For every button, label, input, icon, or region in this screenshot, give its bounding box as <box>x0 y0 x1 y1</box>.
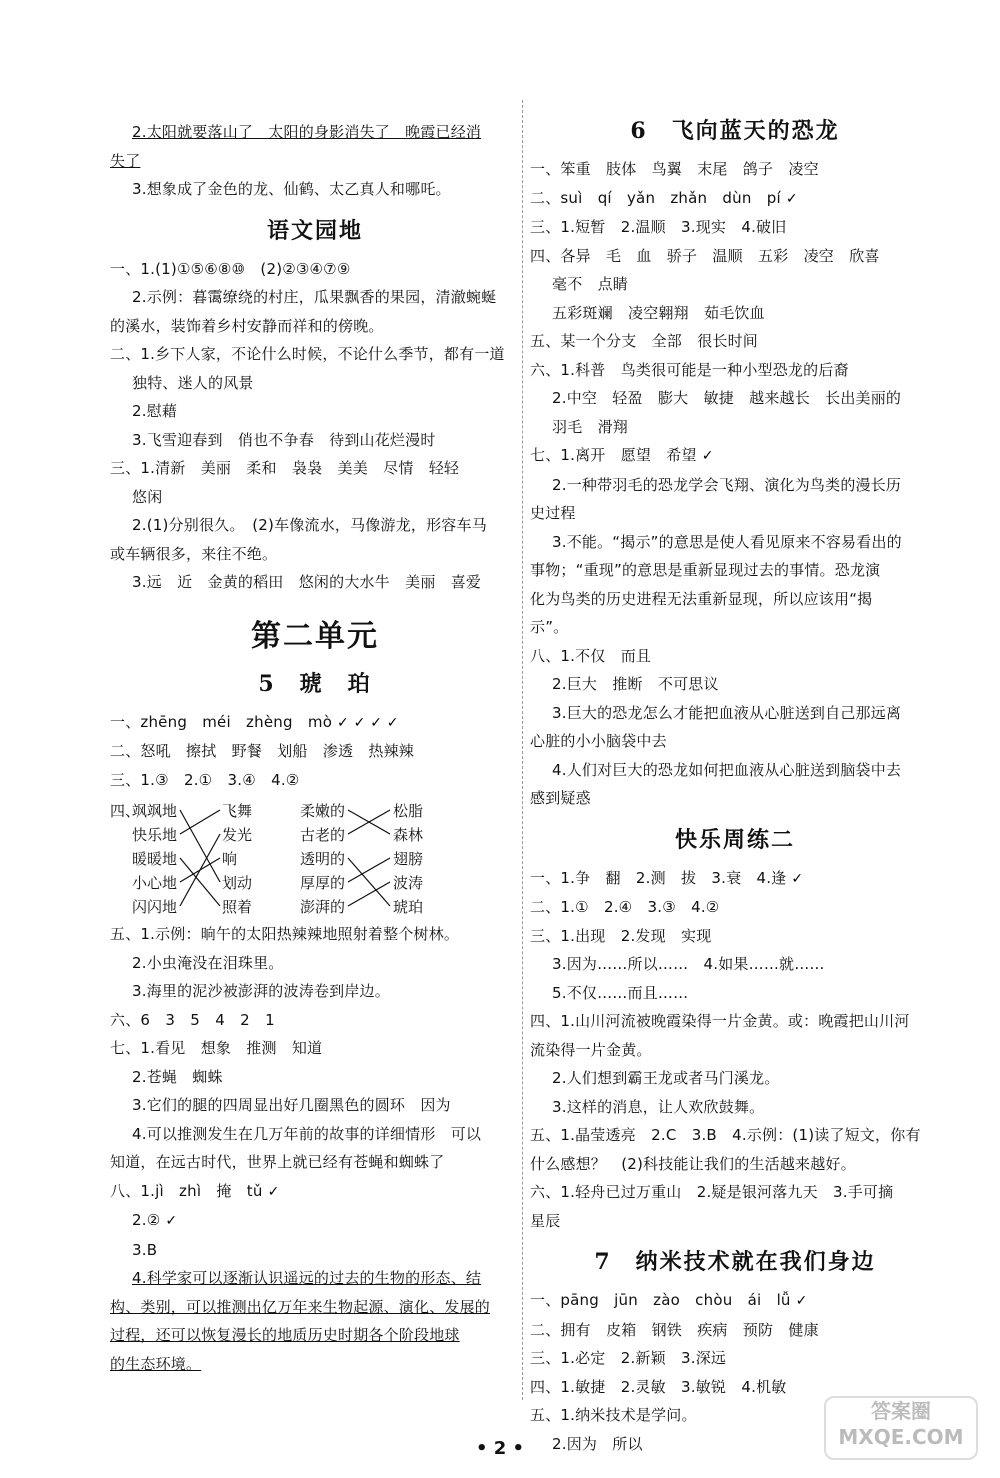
pinyin-answers: 八、1.jì zhì 掩 tǔ <box>110 1181 263 1200</box>
text-line <box>110 1264 520 1293</box>
section-title: 7 纳米技术就在我们身边 <box>594 1249 876 1275</box>
text-line <box>110 1206 520 1236</box>
left-column <box>110 118 520 1378</box>
text-line: 3.远 近 金黄的稻田 悠闲的大水牛 美丽 喜爱 <box>132 573 482 591</box>
text-line: 3.这样的消息，让人欢欣鼓舞。 <box>552 1097 765 1116</box>
text-line: 3.巨大的恐龙怎么才能把血液从心脏送到自己那远离 <box>552 703 902 722</box>
text-line: 独特、迷人的风景 <box>132 373 254 392</box>
match-item: 闪闪地 <box>132 898 178 916</box>
text-line: 2.中空 轻盈 膨大 敏捷 越来越长 长出美丽的 <box>552 389 902 407</box>
pinyin-answers: 一、pāng jūn zào chòu ái lǚ <box>530 1291 791 1309</box>
section-title: 5 琥 珀 <box>258 670 372 697</box>
text-line: 3.想象成了金色的龙、仙鹤、太乙真人和哪吒。 <box>132 180 451 198</box>
match-item: 波涛 <box>393 874 424 892</box>
text-line: 2.因为 所以 <box>552 1434 643 1453</box>
match-item: 松脂 <box>393 802 424 820</box>
check-mark-icon: ✓ <box>267 1183 280 1200</box>
text-line: 六、1.科普 鸟类很可能是一种小型恐龙的后裔 <box>530 360 849 379</box>
text-line: 五、1.晶莹透亮 2.C 3.B 4.示例：(1)读了短文，你有 <box>530 1126 921 1144</box>
text-line: 五、1.示例：晌午的太阳热辣辣地照射着整个树林。 <box>110 925 460 943</box>
text-line: 悠闲 <box>132 487 163 506</box>
text-line: 2.人们想到霸王龙或者马门溪龙。 <box>552 1069 780 1087</box>
text-line: 什么感想？ (2)科技能让我们的生活越来越好。 <box>530 1154 856 1173</box>
text-line: 四、1.敏捷 2.灵敏 3.敏锐 4.机敏 <box>530 1377 787 1396</box>
section-title: 快乐周练二 <box>674 826 795 853</box>
text-line <box>530 184 940 214</box>
text-line: 示”。 <box>530 618 569 636</box>
unit-title: 第二单元 <box>251 618 379 654</box>
match-item: 响 <box>222 850 238 868</box>
text-line: 2.示例：暮霭缭绕的村庄，瓜果飘香的果园，清澈蜿蜒 <box>132 288 497 306</box>
text-line: 二、1.乡下人家，不论什么时候，不论什么季节，都有一道 <box>110 345 505 363</box>
text-line: 二、怒吼 擦拭 野餐 划船 渗透 热辣辣 <box>110 742 415 760</box>
text-line: 2.小虫淹没在泪珠里。 <box>132 953 284 972</box>
answer-text: 失了 <box>110 151 141 170</box>
text-line: 心脏的小小脑袋中去 <box>530 732 667 750</box>
text-line: 的溪水，装饰着乡村安静而祥和的傍晚。 <box>110 316 384 335</box>
text-line <box>530 864 940 894</box>
match-item: 古老的 <box>300 826 346 844</box>
text-line <box>110 708 520 738</box>
match-item: 翅膀 <box>393 850 424 868</box>
text-line: 3.飞雪迎春到 俏也不争春 待到山花烂漫时 <box>132 430 436 449</box>
check-mark-icon: ✓ <box>165 1213 178 1229</box>
text-line: 二、1.① 2.④ 3.③ 4.② <box>530 898 720 916</box>
text-line: 3.海里的泥沙被澎湃的波涛卷到岸边。 <box>132 982 390 1000</box>
text-line <box>530 441 940 471</box>
text-line <box>110 147 520 176</box>
text-line: 化为鸟类的历史进程无法重新显现，所以应该用“揭 <box>530 589 873 608</box>
column-divider <box>522 100 523 1400</box>
answer-text: 2.太阳就要落山了 太阳的身影消失了 晚霞已经消 <box>132 123 482 141</box>
match-item: 琥珀 <box>393 898 424 916</box>
text-line <box>530 1286 940 1316</box>
match-item: 澎湃的 <box>300 898 346 916</box>
check-mark-icon: ✓ <box>791 870 804 887</box>
text-line: 五彩斑斓 凌空翱翔 茹毛饮血 <box>552 303 765 322</box>
answer-text: 过程，还可以恢复漫长的地质历史时期各个阶段地球 <box>110 1326 460 1344</box>
match-item: 划动 <box>222 874 253 892</box>
text-line: 3.它们的腿的四周显出好几圈黑色的圆环 因为 <box>132 1096 451 1114</box>
text-line: 七、1.看见 想象 推测 知道 <box>110 1039 323 1057</box>
text-line: 五、某一个分支 全部 很长时间 <box>530 332 759 350</box>
text-line: 一、笨重 肢体 鸟翼 末尾 鸽子 凌空 <box>530 160 819 178</box>
answer-text: 4.科学家可以逐渐认识遥远的过去的生物的形态、结 <box>132 1269 482 1287</box>
match-item: 发光 <box>222 826 253 844</box>
check-mark-icon: ✓ <box>795 1293 808 1309</box>
check-mark-icon: ✓ ✓ ✓ ✓ <box>337 714 399 731</box>
text-line <box>110 1350 520 1379</box>
matching-exercise <box>110 796 520 916</box>
match-item: 飞舞 <box>222 802 253 820</box>
text-line: 事物；“重现”的意思是重新显现过去的事情。恐龙演 <box>530 561 881 579</box>
text-line: 3.因为……所以…… 4.如果……就…… <box>552 955 825 973</box>
match-item: 暖暖地 <box>132 850 178 868</box>
text-line: 三、1.短暂 2.温顺 3.现实 4.破旧 <box>530 218 787 236</box>
text-line: 二、拥有 皮箱 钢铁 疾病 预防 健康 <box>530 1320 819 1339</box>
answer-text: 构、类别，可以推测出亿万年来生物起源、演化、发展的 <box>110 1297 491 1316</box>
text-line: 三、1.清新 美丽 柔和 袅袅 美美 尽情 轻轻 <box>110 459 460 477</box>
text-line: 2.一种带羽毛的恐龙学会飞翔、演化为鸟类的漫长历 <box>552 475 902 494</box>
section-title: 语文园地 <box>266 217 363 244</box>
match-item: 快乐地 <box>132 826 178 844</box>
text-line: 三、1.必定 2.新颖 3.深远 <box>530 1349 727 1367</box>
check-mark-icon: ✓ <box>701 448 714 464</box>
text-line: 六、1.轻舟已过万重山 2.疑是银河落九天 3.手可摘 <box>530 1183 894 1201</box>
text-line: 三、1.出现 2.发现 实现 <box>530 926 712 945</box>
text-line <box>110 1321 520 1350</box>
text-line: 2.慰藉 <box>132 402 178 420</box>
text-line: 星辰 <box>530 1211 561 1230</box>
text-line: 史过程 <box>530 504 576 522</box>
matching-lines <box>110 796 520 916</box>
text-line: 2.苍蝇 蜘蛛 <box>132 1067 223 1086</box>
text-line: 四、各异 毛 血 骄子 温顺 五彩 凌空 欣喜 <box>530 246 880 265</box>
pinyin-answers: 二、suì qí yǎn zhǎn dùn pí <box>530 188 781 207</box>
page-number: • 2 • <box>475 1438 525 1459</box>
text-line: 5.不仅……而且…… <box>552 983 689 1002</box>
text-line: 六、6 3 5 4 2 1 <box>110 1010 275 1029</box>
answer-text: 七、1.离开 愿望 希望 <box>530 446 697 464</box>
answer-text: 的生态环境。 <box>110 1354 202 1373</box>
text-line: 知道，在远古时代，世界上就已经有苍蝇和蜘蛛了 <box>110 1153 445 1171</box>
text-line: 羽毛 滑翔 <box>552 417 629 436</box>
text-line: 一、1.(1)①⑤⑥⑧⑩ (2)②③④⑦⑨ <box>110 259 351 278</box>
text-line: 3.不能。“揭示”的意思是使人看见原来不容易看出的 <box>552 532 902 551</box>
question-label: 四、 <box>110 802 141 820</box>
text-line: 感到疑惑 <box>530 789 591 807</box>
match-item: 柔嫩的 <box>300 802 346 820</box>
text-line: 2.(1)分别很久。 (2)车像流水，马像游龙，形容车马 <box>132 516 487 534</box>
text-line: 四、1.山川河流被晚霞染得一片金黄。或：晚霞把山川河 <box>530 1012 910 1030</box>
text-line: 毫不 点睛 <box>552 275 629 293</box>
match-item: 小心地 <box>132 874 178 892</box>
text-line: 五、1.纳米技术是学问。 <box>530 1406 697 1424</box>
text-line <box>110 118 520 147</box>
match-item: 透明的 <box>300 850 346 868</box>
match-item: 照着 <box>222 898 253 916</box>
section-title: 6 飞向蓝天的恐龙 <box>630 118 840 144</box>
text-line: 流染得一片金黄。 <box>530 1040 652 1059</box>
text-line: 4.可以推测发生在几万年前的故事的详细情形 可以 <box>132 1124 482 1143</box>
text-line: 或车辆很多，来往不绝。 <box>110 544 278 563</box>
match-item: 厚厚的 <box>300 874 346 892</box>
text-line: 八、1.不仅 而且 <box>530 646 652 665</box>
answer-text: 一、1.争 翻 2.测 拔 3.衰 4.逢 <box>530 868 787 887</box>
pinyin-answers: 一、zhēng méi zhèng mò <box>110 712 333 731</box>
answer-text: 2.② <box>132 1211 161 1229</box>
text-line: 2.巨大 推断 不可思议 <box>552 675 719 693</box>
right-column <box>530 104 940 1458</box>
match-item: 森林 <box>393 826 424 844</box>
text-line: 三、1.③ 2.① 3.④ 4.② <box>110 770 300 789</box>
text-line <box>110 1177 520 1207</box>
text-line: 4.人们对巨大的恐龙如何把血液从心脏送到脑袋中去 <box>552 760 902 779</box>
match-item: 飒飒地 <box>132 802 178 820</box>
text-line: 3.B <box>132 1240 158 1259</box>
check-mark-icon: ✓ <box>785 190 798 207</box>
text-line <box>110 1293 520 1322</box>
watermark-logo: 答案圈 MXQE.COM <box>824 1396 978 1460</box>
